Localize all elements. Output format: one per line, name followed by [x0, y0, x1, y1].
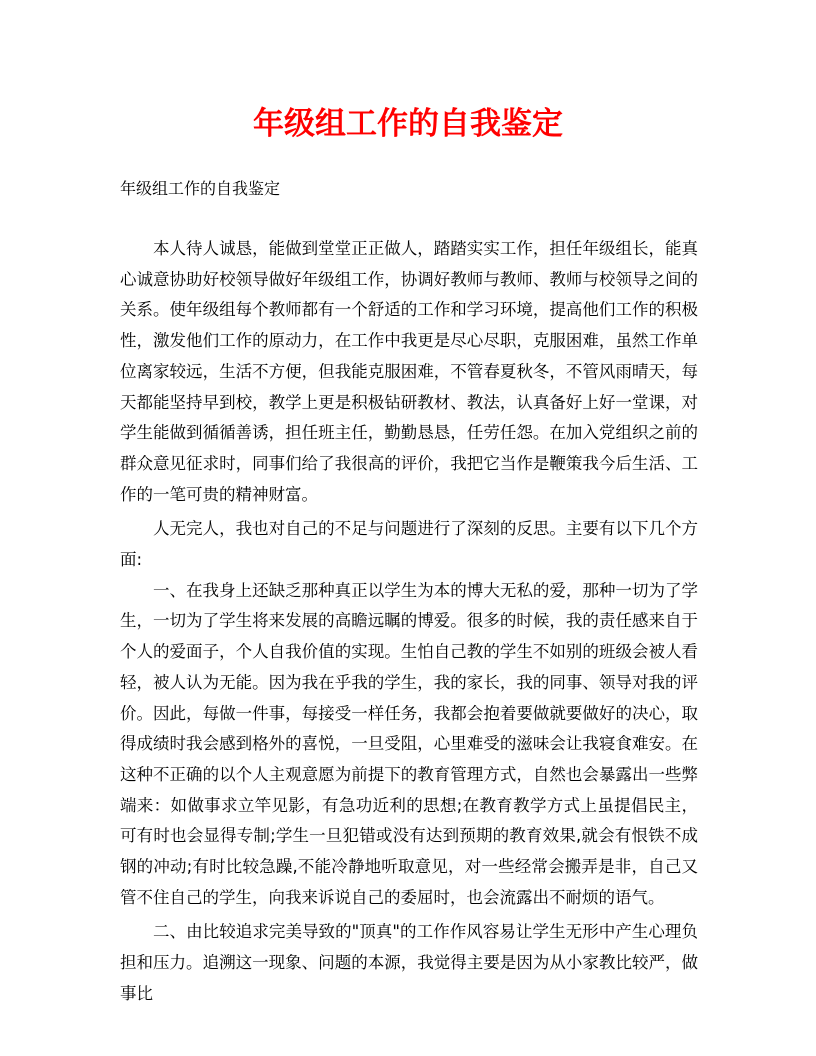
paragraph-point-one: 一、在我身上还缺乏那种真正以学生为本的博大无私的爱，那种一切为了学生，一切为了学生将来发展的高瞻远瞩的博爱。很多的时候，我的责任感来自于个人的爱面子，个人自我价值的实现。生怕自己教的学生不如别的班级会被人看轻，被人认为无能。因为我在乎我的学生，我的家长，我的同事、领导对我的评价。因此，每做一件事，每接受一样任务，我都会抱着要做就要做好的决心，取得成绩时我会感到格外的喜悦，一旦受阻，心里难受的滋味会让我寝食难安。在这种不正确的以个人主观意愿为前提下的教育管理方式，自然也会暴露出一些弊端来：如做事求立竿见影，有急功近利的思想;在教育教学方式上虽提倡民主，可有时也会显得专制;学生一旦犯错或没有达到预期的教育效果,就会有恨铁不成钢的冲动;有时比较急躁,不能冷静地听取意见，对一些经常会搬弄是非，自己又管不住自己的学生，向我来诉说自己的委屈时，也会流露出不耐烦的语气。 — [120, 580, 698, 907]
document-title: 年级组工作的自我鉴定 — [253, 106, 563, 142]
document-subtitle: 年级组工作的自我鉴定 — [120, 179, 281, 198]
paragraph-reflection: 人无完人，我也对自己的不足与问题进行了深刻的反思。主要有以下几个方面: — [120, 519, 698, 570]
paragraph-intro: 本人待人诚恳，能做到堂堂正正做人，踏踏实实工作，担任年级组长，能真心诚意协助好校领导做好年级组工作，协调好教师与教师、教师与校领导之间的关系。使年级组每个教师都有一个舒适的工作和学习环境，提高他们工作的积极性，激发他们工作的原动力，在工作中我更是尽心尽职，克服困难，虽然工作单位离家较远，生活不方便，但我能克服困难，不管春夏秋冬，不管风雨晴天，每天都能坚持早到校，教学上更是积极钻研教材、教法，认真备好上好一堂课，对学生能做到循循善诱，担任班主任，勤勤恳恳，任劳任怨。在加入党组织之前的群众意见征求时，同事们给了我很高的评价，我把它当作是鞭策我今后生活、工作的一笔可贵的精神财富。 — [120, 239, 698, 504]
paragraph-point-two: 二、由比较追求完美导致的"顶真"的工作作风容易让学生无形中产生心理负担和压力。追溯这一现象、问题的本源，我觉得主要是因为从小家教比较严，做事比 — [120, 922, 698, 1003]
document-body — [120, 234, 698, 1010]
